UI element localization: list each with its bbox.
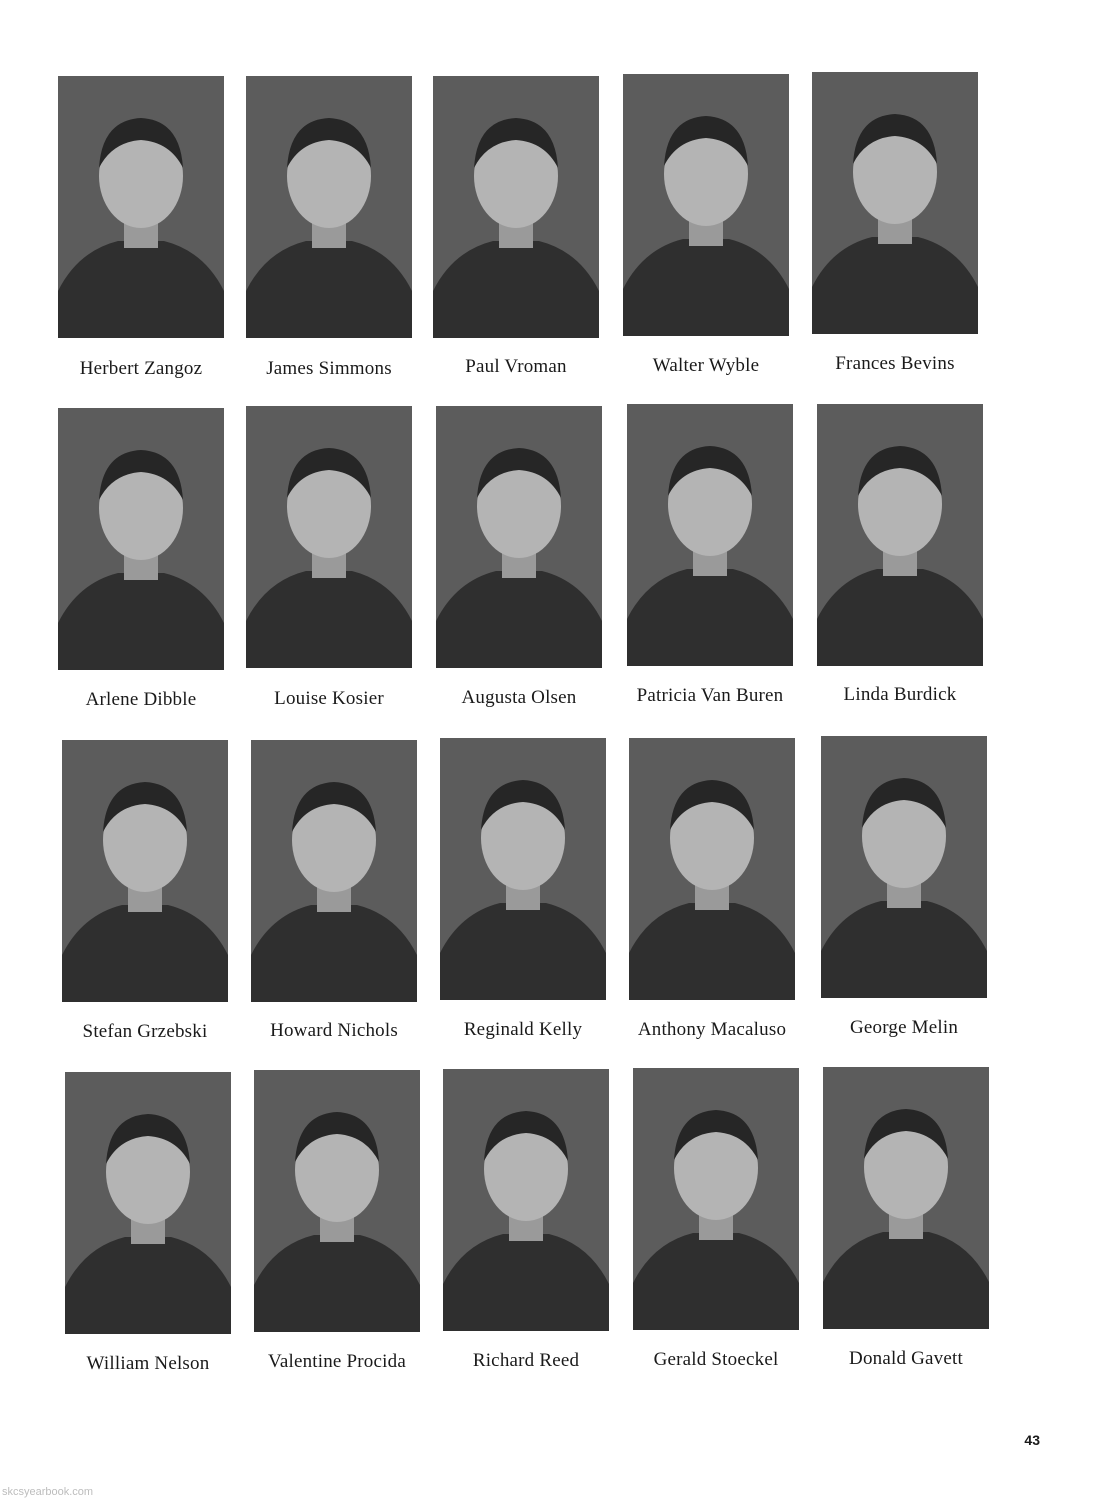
portrait-name: Reginald Kelly: [463, 1019, 583, 1040]
portrait-name: Linda Burdick: [843, 684, 957, 705]
portrait-silhouette: [433, 76, 599, 338]
portrait-photo: [629, 738, 795, 1000]
portrait-name: Augusta Olsen: [461, 687, 577, 708]
portrait-silhouette: [821, 736, 987, 998]
portrait-photo: [633, 1068, 799, 1330]
portrait-silhouette: [623, 74, 789, 336]
portrait-name: Gerald Stoeckel: [653, 1349, 779, 1370]
portrait-silhouette: [627, 404, 793, 666]
portrait-photo: [251, 740, 417, 1002]
portrait-name: Louise Kosier: [274, 688, 384, 709]
portrait-silhouette: [823, 1067, 989, 1329]
portrait-silhouette: [246, 76, 412, 338]
portrait-photo: [58, 76, 224, 338]
portrait-photo: [65, 1072, 231, 1334]
portrait-silhouette: [62, 740, 228, 1002]
portrait-name: William Nelson: [86, 1353, 210, 1374]
portrait-silhouette: [633, 1068, 799, 1330]
portrait-silhouette: [58, 76, 224, 338]
portrait-photo: [627, 404, 793, 666]
portrait-silhouette: [436, 406, 602, 668]
portrait-name: Arlene Dibble: [85, 689, 197, 710]
portrait-photo: [246, 406, 412, 668]
watermark: skcsyearbook.com: [2, 1486, 94, 1498]
portrait-silhouette: [443, 1069, 609, 1331]
portrait-name: Anthony Macaluso: [637, 1019, 787, 1040]
portrait-silhouette: [440, 738, 606, 1000]
portrait-silhouette: [58, 408, 224, 670]
page-number: 43: [1024, 1432, 1040, 1448]
portrait-name: Herbert Zangoz: [79, 358, 203, 379]
portrait-name: Valentine Procida: [268, 1351, 406, 1372]
portrait-name: Frances Bevins: [835, 353, 955, 374]
portrait-name: Paul Vroman: [465, 356, 567, 377]
portrait-photo: [433, 76, 599, 338]
portrait-silhouette: [246, 406, 412, 668]
portrait-photo: [812, 72, 978, 334]
portrait-name: Patricia Van Buren: [636, 685, 784, 706]
portrait-photo: [436, 406, 602, 668]
portrait-silhouette: [254, 1070, 420, 1332]
portrait-photo: [62, 740, 228, 1002]
portrait-photo: [58, 408, 224, 670]
portrait-name: Walter Wyble: [652, 355, 760, 376]
portrait-photo: [254, 1070, 420, 1332]
portrait-photo: [440, 738, 606, 1000]
portrait-photo: [823, 1067, 989, 1329]
portrait-silhouette: [65, 1072, 231, 1334]
portrait-photo: [623, 74, 789, 336]
portrait-photo: [817, 404, 983, 666]
portrait-photo: [246, 76, 412, 338]
portrait-name: Stefan Grzebski: [82, 1021, 208, 1042]
portrait-name: George Melin: [849, 1017, 959, 1038]
portrait-name: Howard Nichols: [270, 1020, 398, 1041]
portrait-photo: [821, 736, 987, 998]
portrait-name: Donald Gavett: [849, 1348, 963, 1369]
portrait-name: James Simmons: [266, 358, 392, 379]
portrait-silhouette: [812, 72, 978, 334]
portrait-silhouette: [629, 738, 795, 1000]
portrait-name: Richard Reed: [472, 1350, 580, 1371]
portrait-silhouette: [251, 740, 417, 1002]
portrait-photo: [443, 1069, 609, 1331]
portrait-silhouette: [817, 404, 983, 666]
